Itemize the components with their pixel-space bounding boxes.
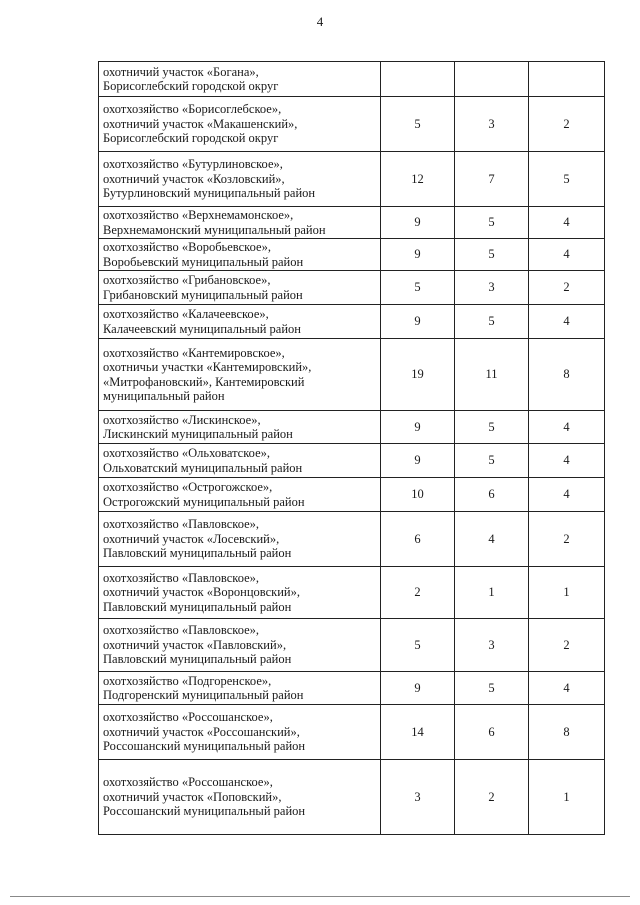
hunting-area-line: охотхозяйство «Острогожское», <box>103 480 273 494</box>
hunting-area-line: охотхозяйство «Павловское», <box>103 570 260 585</box>
quota-value-col-1: 5 <box>381 97 455 152</box>
quota-value-col-1: 14 <box>381 705 455 760</box>
hunting-area-line: Павловский муниципальный район <box>103 599 292 614</box>
quota-value-col-3: 4 <box>529 305 605 339</box>
quota-value-col-1: 10 <box>381 478 455 512</box>
hunting-area-cell <box>99 567 381 619</box>
quota-value-col-3 <box>529 62 605 97</box>
quota-value-col-2: 6 <box>455 478 529 512</box>
hunting-area-cell <box>99 207 381 239</box>
quota-value-col-3: 4 <box>529 478 605 512</box>
quota-value-col-1: 3 <box>381 760 455 835</box>
hunting-area-line: охотхозяйство «Подгоренское», <box>103 673 272 688</box>
hunting-area-cell <box>99 411 381 444</box>
hunting-area-line: охотхозяйство «Кантемировское», <box>103 345 285 360</box>
hunting-area-line: охотничий участок «Макашенский», <box>103 116 298 131</box>
hunting-area-line: охотхозяйство «Павловское», <box>103 517 260 532</box>
quota-value-col-2: 11 <box>455 339 529 411</box>
quota-value-col-3: 4 <box>529 444 605 478</box>
quota-value-col-1: 9 <box>381 672 455 705</box>
quota-value-col-1: 19 <box>381 339 455 411</box>
hunting-area-line: охотничий участок «Воронцовский», <box>103 585 300 600</box>
quota-value-col-2 <box>455 62 529 97</box>
hunting-area-cell <box>99 760 381 835</box>
hunting-area-line: Борисоглебский городской округ <box>103 79 279 93</box>
hunting-area-line: Грибановский муниципальный район <box>103 287 303 302</box>
table-row <box>99 339 605 411</box>
page-number: 4 <box>316 14 324 29</box>
table-row <box>99 271 605 305</box>
quota-value-col-2: 2 <box>455 760 529 835</box>
hunting-area-cell <box>99 512 381 567</box>
table-row <box>99 512 605 567</box>
hunting-area-line: Воробьевский муниципальный район <box>103 254 304 269</box>
hunting-area-line: Павловский муниципальный район <box>103 546 292 561</box>
hunting-area-line: охотхозяйство «Воробьевское», <box>103 240 271 254</box>
quota-value-col-3: 8 <box>529 339 605 411</box>
hunting-area-line: охотничьи участки «Кантемировский», <box>103 360 312 374</box>
quota-value-col-3: 4 <box>529 239 605 271</box>
page-bottom-rule <box>10 896 630 897</box>
hunting-area-line: Верхнемамонский муниципальный район <box>103 222 326 237</box>
quota-value-col-3: 2 <box>529 97 605 152</box>
hunting-area-line: охотничий участок «Козловский», <box>103 171 285 186</box>
quota-value-col-3: 1 <box>529 567 605 619</box>
quota-value-col-1: 9 <box>381 207 455 239</box>
quota-value-col-2: 5 <box>455 672 529 705</box>
quota-value-col-1: 2 <box>381 567 455 619</box>
quota-value-col-3: 4 <box>529 411 605 444</box>
table-row <box>99 444 605 478</box>
table-row <box>99 760 605 835</box>
table-row <box>99 207 605 239</box>
table-row <box>99 478 605 512</box>
table-row <box>99 567 605 619</box>
table-row <box>99 239 605 271</box>
hunting-area-line: охотхозяйство «Россошанское», <box>103 710 273 725</box>
quota-value-col-2: 3 <box>455 619 529 672</box>
hunting-area-line: «Митрофановский», Кантемировский <box>103 374 305 389</box>
quota-value-col-1: 9 <box>381 411 455 444</box>
quota-value-col-3: 1 <box>529 760 605 835</box>
hunting-area-line: охотхозяйство «Ольховатское», <box>103 446 270 460</box>
quota-value-col-2: 1 <box>455 567 529 619</box>
quota-value-col-1: 9 <box>381 239 455 271</box>
quota-table-body <box>99 62 605 835</box>
quota-value-col-3: 2 <box>529 512 605 567</box>
quota-value-col-2: 3 <box>455 271 529 305</box>
quota-value-col-2: 5 <box>455 411 529 444</box>
quota-value-col-2: 7 <box>455 152 529 207</box>
hunting-area-line: охотхозяйство «Борисоглебское», <box>103 102 282 117</box>
hunting-area-line: Калачеевский муниципальный район <box>103 321 301 336</box>
hunting-area-line: охотхозяйство «Грибановское», <box>103 273 271 287</box>
quota-value-col-1: 9 <box>381 305 455 339</box>
hunting-area-line: Лискинский муниципальный район <box>103 427 293 441</box>
hunting-area-line: охотничий участок «Россошанский», <box>103 724 300 739</box>
hunting-area-cell <box>99 97 381 152</box>
hunting-area-line: охотничий участок «Лосевский», <box>103 531 280 546</box>
quota-value-col-2: 5 <box>455 239 529 271</box>
quota-value-col-2: 5 <box>455 305 529 339</box>
hunting-area-line: охотхозяйство «Бутурлиновское», <box>103 157 283 172</box>
hunting-area-line: Подгоренский муниципальный район <box>103 688 304 702</box>
table-row <box>99 411 605 444</box>
hunting-area-cell <box>99 305 381 339</box>
hunting-area-cell <box>99 478 381 512</box>
hunting-area-cell <box>99 705 381 760</box>
quota-value-col-2: 5 <box>455 207 529 239</box>
quota-value-col-2: 4 <box>455 512 529 567</box>
hunting-area-line: Россошанский муниципальный район <box>103 739 306 754</box>
hunting-area-cell <box>99 271 381 305</box>
hunting-area-line: Павловский муниципальный район <box>103 652 292 667</box>
quota-value-col-1: 5 <box>381 619 455 672</box>
hunting-area-line: охотхозяйство «Верхнемамонское», <box>103 208 294 222</box>
hunting-area-cell <box>99 239 381 271</box>
quota-value-col-2: 3 <box>455 97 529 152</box>
hunting-area-cell <box>99 62 381 97</box>
hunting-area-line: охотничий участок «Павловский», <box>103 637 287 652</box>
table-row <box>99 619 605 672</box>
quota-value-col-2: 6 <box>455 705 529 760</box>
hunting-area-line: охотхозяйство «Лискинское», <box>103 412 261 427</box>
hunting-area-line: Россошанский муниципальный район <box>103 804 306 819</box>
hunting-area-line: муниципальный район <box>103 389 225 403</box>
quota-value-col-2: 5 <box>455 444 529 478</box>
hunting-area-line: Острогожский муниципальный район <box>103 494 305 509</box>
hunting-area-line: охотхозяйство «Павловское», <box>103 623 260 638</box>
quota-value-col-3: 5 <box>529 152 605 207</box>
hunting-area-line: Борисоглебский городской округ <box>103 131 279 146</box>
hunting-area-line: Бутурлиновский муниципальный район <box>103 186 316 201</box>
hunting-area-cell <box>99 444 381 478</box>
table-row <box>99 152 605 207</box>
table-row <box>99 705 605 760</box>
quota-table <box>98 61 605 835</box>
quota-value-col-3: 8 <box>529 705 605 760</box>
table-row <box>99 672 605 705</box>
quota-value-col-1: 5 <box>381 271 455 305</box>
quota-value-col-3: 4 <box>529 207 605 239</box>
hunting-area-cell <box>99 339 381 411</box>
table-row <box>99 305 605 339</box>
hunting-area-cell <box>99 152 381 207</box>
quota-value-col-3: 2 <box>529 619 605 672</box>
quota-value-col-1: 12 <box>381 152 455 207</box>
hunting-area-line: Ольховатский муниципальный район <box>103 460 303 475</box>
quota-value-col-1: 9 <box>381 444 455 478</box>
hunting-area-line: охотхозяйство «Калачеевское», <box>103 307 269 321</box>
quota-value-col-3: 2 <box>529 271 605 305</box>
quota-value-col-1 <box>381 62 455 97</box>
quota-value-col-3: 4 <box>529 672 605 705</box>
hunting-area-cell <box>99 672 381 705</box>
table-row <box>99 62 605 97</box>
table-row <box>99 97 605 152</box>
hunting-area-cell <box>99 619 381 672</box>
hunting-area-line: охотничий участок «Богана», <box>103 64 259 79</box>
quota-value-col-1: 6 <box>381 512 455 567</box>
hunting-area-line: охотхозяйство «Россошанское», <box>103 775 273 790</box>
hunting-area-line: охотничий участок «Поповский», <box>103 789 282 804</box>
